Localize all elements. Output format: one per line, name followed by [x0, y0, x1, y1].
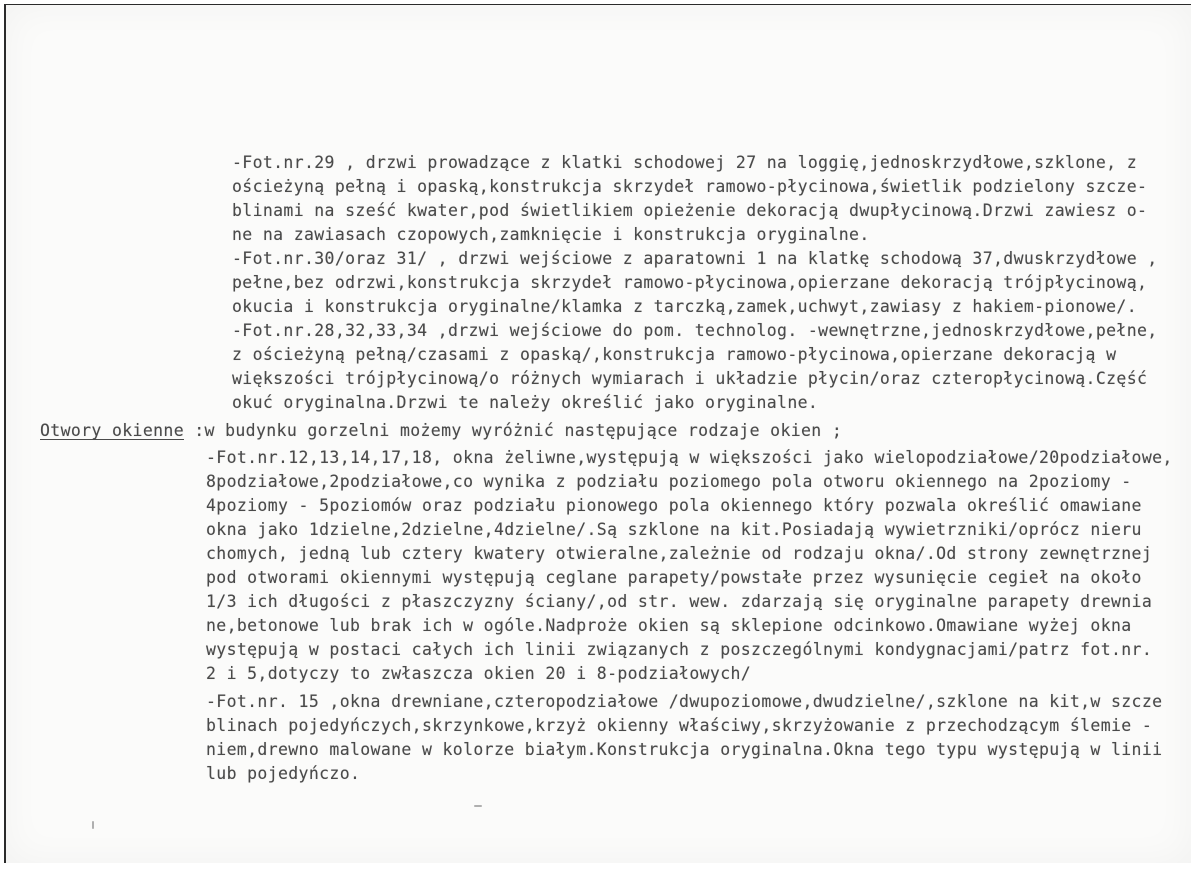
text-line: z ościeżyną pełną/czasami z opaską/,konstrukcja ramowo-płycinowa,opierzane dekoracją w — [232, 345, 1117, 364]
text-line: 4poziomy - 5poziomów oraz podziału pionowego pola okiennego który pozwala określić omawiane — [206, 496, 1142, 515]
text-line: okna jako 1dzielne,2dzielne,4dzielne/.Są szklone na kit.Posiadają wywietrzniki/oprócz nieru — [206, 520, 1142, 539]
text-line: 8podziałowe,2podziałowe,co wynika z podziału poziomego pola otworu okiennego na 2poziomy - — [206, 472, 1132, 491]
text-line: ościeżyną pełną i opaską,konstrukcja skrzydeł ramowo-płycinowa,świetlik podzielony szcze- — [232, 177, 1148, 196]
text-line: pod otworami okiennymi występują ceglane parapety/powstałe przez wysunięcie cegieł na około — [206, 568, 1142, 587]
text-line: -Fot.nr.29 , drzwi prowadzące z klatki schodowej 27 na loggię,jednoskrzydłowe,szklone, z — [232, 153, 1137, 172]
section-heading: Otwory okienne — [40, 421, 184, 440]
text-line: pełne,bez odrzwi,konstrukcja skrzydeł ramowo-płycinowa,opierzane dekoracją trójpłycinową, — [232, 273, 1148, 292]
text-line: -Fot.nr.30/oraz 31/ , drzwi wejściowe z aparatowni 1 na klatkę schodową 37,dwuskrzydłowe , — [232, 249, 1158, 268]
text-line: okuć oryginalna.Drzwi te należy określić jako oryginalne. — [232, 393, 819, 412]
text-line: niem,drewno malowane w kolorze białym.Konstrukcja oryginalna.Okna tego typu występują w linii — [206, 740, 1163, 759]
paper-mark — [474, 805, 482, 807]
paper-mark — [92, 821, 94, 829]
section-intro: :w budynku gorzelni możemy wyróżnić następujące rodzaje okien ; — [183, 421, 843, 440]
section-heading-line — [40, 420, 842, 442]
text-line: występują w postaci całych ich linii związanych z poszczególnymi kondygnacjami/patrz fot.nr. — [206, 640, 1153, 659]
text-line: chomych, jedną lub cztery kwatery otwieralne,zależnie od rodzaju okna/.Od strony zewnętrznej — [206, 544, 1153, 563]
typewritten-page — [4, 4, 1191, 863]
text-line: ne na zawiasach czopowych,zamknięcie i konstrukcja oryginalne. — [232, 225, 870, 244]
text-line: -Fot.nr. 15 ,okna drewniane,czteropodziałowe /dwupoziomowe,dwudzielne/,szklone na kit,w szcze — [206, 692, 1163, 711]
text-line: 2 i 5,dotyczy to zwłaszcza okien 20 i 8-podziałowych/ — [206, 664, 752, 683]
text-line: 1/3 ich długości z płaszczyzny ściany/,od str. wew. zdarzają się oryginalne parapety drewnia — [206, 592, 1153, 611]
text-line: -Fot.nr.12,13,14,17,18, okna żeliwne,występują w większości jako wielopodziałowe/20podziałowe, — [206, 448, 1173, 467]
text-line: większości trójpłycinową/o różnych wymiarach i układzie płycin/oraz czteropłycinową.Część — [232, 369, 1148, 388]
text-line: -Fot.nr.28,32,33,34 ,drzwi wejściowe do pom. technolog. -wewnętrzne,jednoskrzydłowe,pełne, — [232, 321, 1158, 340]
text-line: okucia i konstrukcja oryginalne/klamka z tarczką,zamek,uchwyt,zawiasy z hakiem-pionowe/. — [232, 297, 1137, 316]
text-line: blinami na sześć kwater,pod świetlikiem opieżenie dekoracją dwupłycinową.Drzwi zawiesz o- — [232, 201, 1148, 220]
text-line: lub pojedyńczo. — [206, 764, 361, 783]
text-line: ne,betonowe lub brak ich w ogóle.Nadproże okien są sklepione odcinkowo.Omawiane wyżej okna — [206, 616, 1132, 635]
text-line: blinach pojedyńczych,skrzynkowe,krzyż okienny właściwy,skrzyżowanie z przechodzącym ślemie - — [206, 716, 1153, 735]
